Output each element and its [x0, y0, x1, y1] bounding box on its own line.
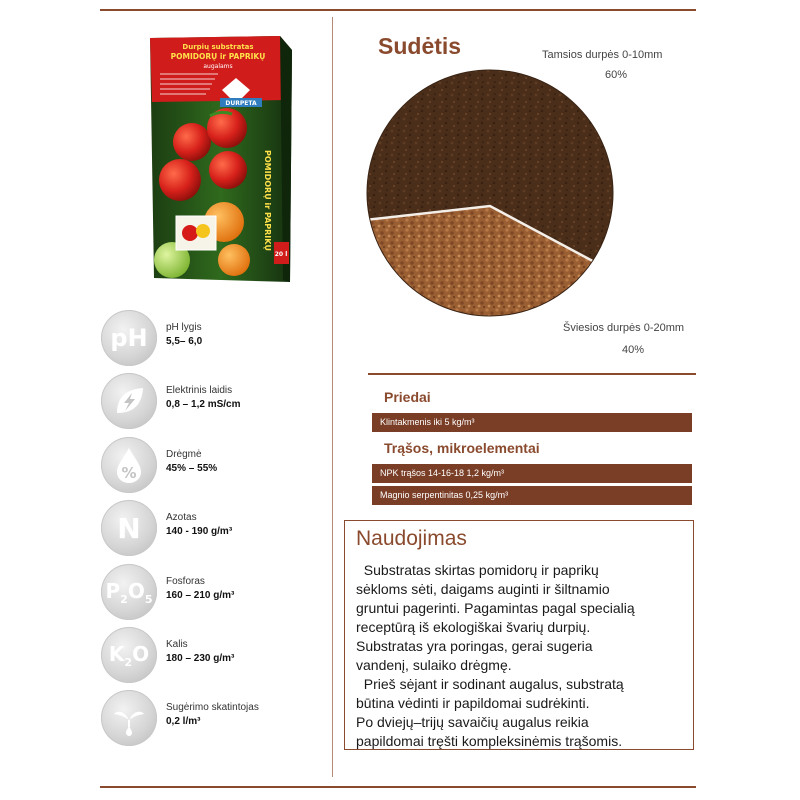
peat-mix-image [365, 68, 615, 318]
property-value: 180 – 230 g/m³ [166, 653, 235, 664]
sprout-drop-icon [101, 690, 157, 746]
property-wetting-agent [101, 690, 321, 750]
property-value: 140 - 190 g/m³ [166, 526, 233, 537]
light-peat-percent: 40% [622, 344, 645, 356]
usage-box [344, 520, 694, 750]
property-label: Drėgmė [166, 449, 202, 460]
dark-peat-label: Tamsios durpės 0-10mm [542, 49, 663, 61]
property-phosphorus [101, 564, 321, 624]
usage-line: sėkloms sėti, daigams auginti ir šiltnamio [356, 581, 610, 597]
property-ph [101, 310, 321, 370]
usage-line: vandenį, sulaiko drėgmę. [356, 657, 512, 673]
property-value: 0,2 l/m³ [166, 716, 201, 727]
bag-spine-text: POMIDORŲ ir PAPRIKŲ [263, 150, 272, 251]
usage-title: Naudojimas [356, 527, 467, 550]
bag-title-line3: augalams [203, 63, 233, 70]
usage-line: Po dviejų–trijų savaičių augalus reikia [356, 714, 589, 730]
usage-text [356, 561, 691, 751]
additives-title: Priedai [384, 389, 431, 405]
dark-peat-percent: 60% [605, 69, 628, 81]
ph-icon: pH [101, 310, 157, 366]
property-conductivity [101, 373, 321, 433]
property-moisture [101, 437, 321, 497]
product-bag-image [140, 30, 305, 292]
light-peat-label: Šviesios durpės 0-20mm [563, 322, 685, 334]
fertilizers-title: Trąšos, mikroelementai [384, 440, 540, 456]
usage-line: Substratas yra poringas, gerai sugeria [356, 638, 593, 654]
nitrogen-icon: N [101, 500, 157, 556]
bag-volume: 20 l [274, 251, 288, 258]
property-value: 45% – 55% [166, 463, 218, 474]
property-potassium [101, 627, 321, 687]
brand-logo: DURPETA [225, 100, 257, 107]
phosphorus-icon: $P_2O_5$ [101, 564, 157, 620]
usage-line: Substratas skirtas pomidorų ir paprikų [356, 562, 599, 578]
usage-line: receptūrą iš ekologiškai švarių durpių. [356, 619, 591, 635]
column-divider [332, 17, 333, 777]
additive-item: Klintakmenis iki 5 kg/m³ [372, 413, 692, 432]
water-drop-percent-icon [101, 437, 157, 493]
property-label: Fosforas [166, 576, 205, 587]
property-label: pH lygis [166, 322, 202, 333]
bag-title-line1: Durpių substratas [182, 43, 254, 51]
potassium-icon: $K_2O$ [101, 627, 157, 683]
property-value: 5,5– 6,0 [166, 336, 203, 347]
bottom-rule [100, 786, 696, 788]
property-nitrogen [101, 500, 321, 560]
property-label: Azotas [166, 512, 197, 523]
additives-rule [368, 373, 696, 375]
fertilizer-item: Magnio serpentinitas 0,25 kg/m³ [372, 486, 692, 505]
composition-title: Sudėtis [378, 33, 462, 59]
usage-line: gruntui pagerinti. Pagamintas pagal specialią [356, 600, 635, 616]
property-label: Sugėrimo skatintojas [166, 702, 259, 713]
bag-title-line2: POMIDORŲ ir PAPRIKŲ [170, 52, 266, 61]
property-label: Elektrinis laidis [166, 385, 233, 396]
property-label: Kalis [166, 639, 188, 650]
usage-line: būtina vėdinti ir papildomai sudrėkinti. [356, 695, 590, 711]
fertilizer-item: NPK trąšos 14-16-18 1,2 kg/m³ [372, 464, 692, 483]
svg-text:%: % [121, 464, 137, 482]
leaf-lightning-icon [101, 373, 157, 429]
usage-line: Prieš sėjant ir sodinant augalus, substratą [356, 676, 624, 692]
usage-line: papildomai tręšti kompleksinėmis trąšomis. [356, 733, 623, 749]
property-value: 0,8 – 1,2 mS/cm [166, 399, 241, 410]
property-value: 160 – 210 g/m³ [166, 590, 235, 601]
top-rule [100, 9, 696, 11]
